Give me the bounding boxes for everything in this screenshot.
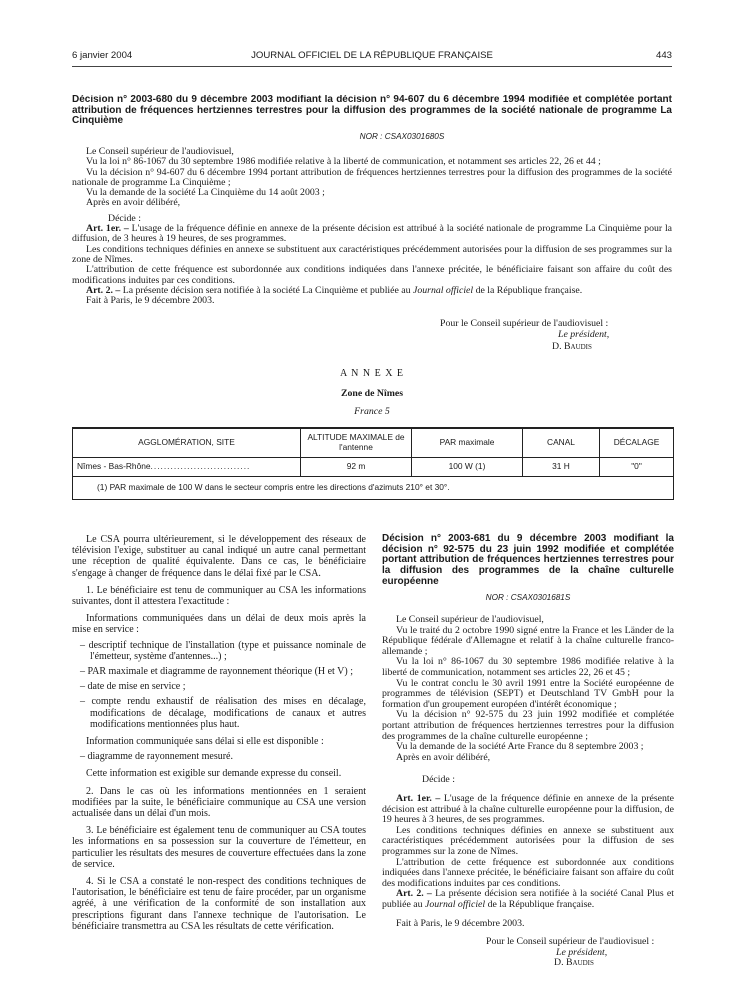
visa-line: Vu la demande de la société La Cinquième du 14 août 2003 ; [86,187,325,199]
page-number: 443 [655,50,672,61]
visa-line: Vu la décision n° 92-575 du 23 juin 1992 modifiée et complétée portant attribution de fréquences hertziennes terrestres pour la diffusion des programmes de la chaîne culturelle européenne ; [382,709,674,742]
journal-italic: Journal officiel [413,284,474,296]
left-p1: 1. Le bénéficiaire est tenu de communiquer au CSA les informations suivantes, dont il attestera l'exactitude : [72,584,366,608]
article-1-para: L'attribution de cette fréquence est subordonnée aux conditions indiquées dans l'annexe précitée, le bénéficiaire faisant son affaire du coût des modifications induites par ces conditions. [72,264,672,286]
article-label: Art. 2. – [396,888,432,900]
article-text: L'usage de la fréquence définie en annexe de la présente décision est attribué à la chaîne culturelle européenne pour la diffusion, de 19 heures à 3 heures, de ses programmes. [382,793,675,826]
left-p2: 2. Dans le cas où les informations mentionnées en 1 seraient modifiées par la suite, le bénéficiaire communique au CSA une version actualisée dans un délai d'un mois. [72,785,366,820]
decision-2-title: Décision n° 2003-681 du 9 décembre 2003 modifiant la décision n° 92-575 du 23 juin 1992 modifiée et complétée portant attribution de fréquences hertziennes terrestres pour la diffusion des programmes de la chaîne culturelle européenne [382,533,674,587]
visa-line: Vu la décision n° 94-607 du 6 décembre 1994 portant attribution de fréquences hertziennes terrestres pour la diffusion des programmes de la société nationale de programme La Cinquième ; [72,166,672,188]
visa-line: Vu le traité du 2 octobre 1990 signé entre la France et les Länder de la République fédérale d'Allemagne et relatif à la chaîne culturelle franco-allemande ; [382,624,674,657]
signature-title: Le président, [556,946,608,958]
cell-altitude: 92 m [301,458,412,477]
article-text: de la République française. [475,284,583,296]
decision-2-nor: NOR : CSAX0301681S [485,592,571,602]
left-info-2: Information communiquée sans délai si elle est disponible : [86,736,324,748]
site-name: Nîmes - Bas-Rhône [77,461,151,472]
visa-line: Le Conseil supérieur de l'audiovisuel, [396,614,544,626]
journal-name: JOURNAL OFFICIEL DE LA RÉPUBLIQUE FRANÇAISE [251,50,493,61]
decision-1-articles [72,224,672,306]
decide-label: Décide : [422,774,455,786]
visa-line: Vu le contrat conclu le 30 avril 1991 entre la Société européenne de programmes de télévision (SEPT) et Deutschland TV GmbH pour la formation d'un groupement européen d'intérêt économique ; [382,677,674,710]
cell-decalage: "0" [600,458,674,477]
article-2 [382,889,674,910]
left-p4: 4. Si le CSA a constaté le non-respect des conditions techniques de l'autorisation, le bénéficiaire est tenu de faire procéder, par un organisme agréé, à une vérification de la conformité de son installation aux prescriptions figurant dans l'annexe technique de l'autorisation. Le bénéficiaire transmettra au CSA les résultats de cette vérification. [72,876,366,932]
fait-line: Fait à Paris, le 9 décembre 2003. [86,295,215,307]
list-item: – date de mise en service ; [80,681,186,693]
signature-line: Pour le Conseil supérieur de l'audiovisuel : [486,936,655,948]
col-header: DÉCALAGE [600,429,674,458]
fait-line: Fait à Paris, le 9 décembre 2003. [396,917,525,929]
annexe-title: A N N E X E [339,368,405,379]
article-1-para: Les conditions techniques définies en annexe se substituent aux caractéristiques précédemment autorisées pour la diffusion de ses programmes sur la zone de Nîmes. [72,243,672,266]
table-note-row [73,477,673,500]
annexe-table-wrap [72,427,674,500]
article-1-para: Les conditions techniques définies en annexe se substituent aux caractéristiques précédemment autorisées pour la diffusion de ses programmes sur la zone de Nîmes. [382,824,674,857]
left-column [72,534,366,932]
frequency-table [73,428,673,499]
cell-canal: 31 H [523,458,600,477]
visa-line: Vu la loi n° 86-1067 du 30 septembre 1986 modifiée relative à la liberté de communication, et notamment ses articles 22, 26 et 44 ; [86,156,601,168]
list-item: – diagramme de rayonnement mesuré. [80,751,233,763]
cell-site: Nîmes - Bas-Rhône.............................. [73,458,301,477]
left-intro: Le CSA pourra ultérieurement, si le développement des réseaux de télévision l'exige, substituer au canal indiqué un autre canal permettant une réception de qualité équivalente. Dans ce cas, le bénéficiaire s'engage à changer de fréquence dans le délai fixé par le CSA. [72,534,366,579]
article-label: Art. 1er. – [396,793,441,805]
header-rule [72,66,672,67]
col-header: ALTITUDE MAXIMALE de l'antenne [301,429,412,458]
decision-1 [72,95,672,307]
col-header: CANAL [523,429,600,458]
table-row [73,458,673,477]
col-header: AGGLOMÉRATION, SITE [73,429,301,458]
visa-line: Le Conseil supérieur de l'audiovisuel, [86,146,234,157]
left-exigible: Cette information est exigible sur demande expresse du conseil. [86,768,342,780]
decision-1-title: Décision n° 2003-680 du 9 décembre 2003 modifiant la décision n° 94-607 du 6 décembre 1994 modifiée et complétée portant attribution de fréquences hertziennes terrestres pour la diffusion des programmes de la société nationale de programme La Cinquième [72,95,672,127]
article-label: Art. 2. – [86,284,121,296]
table-note: (1) PAR maximale de 100 W dans le secteur compris entre les directions d'azimuts 210° et 30°. [73,477,673,500]
decision-2-signature [382,937,674,969]
list-item: – descriptif technique de l'installation (type et puissance nominale de l'émetteur, système d'antennes...) ; [80,639,366,662]
visa-line: Après en avoir délibéré, [86,197,181,209]
decision-1-visas [72,147,672,209]
table-header-row [73,429,673,458]
visa-line: Vu la loi n° 86-1067 du 30 septembre 1986 modifiée relative à la liberté de communication, notamment ses articles 22, 26 et 45 ; [382,656,674,679]
list-item: – PAR maximale et diagramme de rayonnement théorique (H et V) ; [80,666,353,678]
signature-name: D. Baudis [554,957,594,969]
visa-line: Après en avoir délibéré, [396,751,491,763]
article-1 [382,794,674,826]
visa-line: Vu la demande de la société Arte France du 8 septembre 2003 ; [396,741,644,753]
signature-line: Pour le Conseil supérieur de l'audiovisuel : [440,318,609,329]
journal-italic: Journal officiel [425,898,486,910]
col-header: PAR maximale [412,429,523,458]
left-info: Informations communiquées dans un délai de deux mois après la mise en service : [72,613,366,636]
article-1-para: L'attribution de cette fréquence est subordonnée aux conditions indiquées dans l'annexe précitée, le bénéficiaire faisant son affaire du coût des modifications induites par ces conditions. [382,856,674,889]
decision-1-nor: NOR : CSAX0301680S [359,132,445,141]
left-p3: 3. Le bénéficiaire est également tenu de communiquer au CSA toutes les informations en sa possession sur la couverture de l'émetteur, en particulier les résultats des mesures de couverture effectuées dans la zone de service. [72,825,366,870]
decision-2 [382,534,674,969]
article-text: de la République française. [487,898,595,910]
decision-1-signature [440,318,680,352]
signature-name: D. Baudis [552,340,592,352]
cell-par: 100 W (1) [412,458,523,477]
page-header [72,50,672,64]
annexe-channel: France 5 [354,406,390,417]
decide-label: Décide : [108,212,141,224]
article-label: Art. 1er. – [86,223,129,235]
issue-date: 6 janvier 2004 [72,50,133,61]
article-text: La présente décision sera notifiée à la société Canal Plus et publiée au [382,888,675,910]
annexe-zone: Zone de Nîmes [340,388,404,399]
article-1 [72,224,672,245]
article-text: La présente décision sera notifiée à la société La Cinquième et publiée au [122,284,411,296]
list-item: – compte rendu exhaustif de réalisation des mises en décalage, modifications de décalage, modifications de canaux et autres modifications mentionnées plus haut. [80,696,366,730]
signature-title: Le président, [558,329,610,341]
article-text: L'usage de la fréquence définie en annexe de la présente décision est attribué à la société nationale de programme La Cinquième pour la diffusion, de 3 heures à 19 heures, de ses programmes. [72,223,673,245]
